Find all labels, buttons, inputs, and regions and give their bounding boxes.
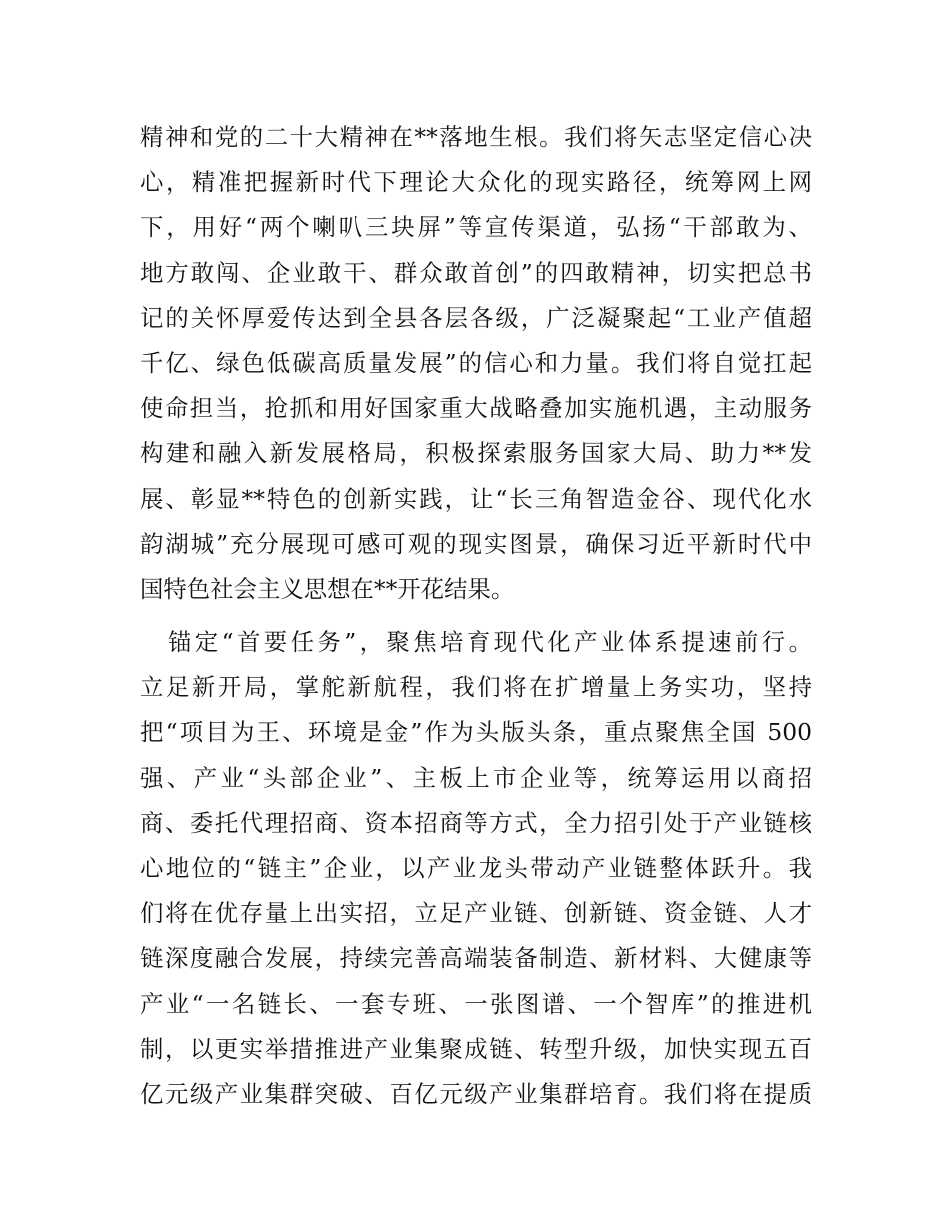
text-line: 心地位的“链主”企业，以产业龙头带动产业链整体跃升。我 [140, 854, 812, 882]
text-line: 制，以更实举措推进产业集聚成链、转型升级，加快实现五百 [140, 1034, 812, 1063]
text-line: 把“项目为王、环境是金”作为头版头条，重点聚焦全国 500 [140, 718, 812, 747]
text-line: 地方敢闯、企业敢干、群众敢首创”的四敢精神，切实把总书 [140, 258, 812, 287]
text-line: 产业“一名链长、一套专班、一张图谱、一个智库”的推进机 [140, 989, 812, 1018]
text-line: 亿元级产业集群突破、百亿元级产业集群培育。我们将在提质 [140, 1079, 812, 1108]
text-line: 记的关怀厚爱传达到全县各层各级，广泛凝聚起“工业产值超 [140, 303, 812, 332]
paragraph-spacer [140, 612, 812, 620]
text-line: 强、产业“头部企业”、主板上市企业等，统筹运用以商招 [140, 763, 812, 792]
paragraph-1 [140, 115, 812, 612]
text-line: 国特色社会主义思想在**开花结果。 [140, 574, 515, 603]
text-line: 立足新开局，掌舵新航程，我们将在扩增量上务实功，坚持 [140, 673, 812, 702]
text-line: 韵湖城”充分展现可感可观的现实图景，确保习近平新时代中 [140, 529, 812, 558]
text-line: 构建和融入新发展格局，积极探索服务国家大局、助力**发 [140, 439, 812, 468]
text-line: 锚定“首要任务”，聚焦培育现代化产业体系提速前行。 [168, 628, 812, 657]
text-line: 千亿、绿色低碳高质量发展”的信心和力量。我们将自觉扛起 [140, 348, 812, 377]
text-line: 商、委托代理招商、资本招商等方式，全力招引处于产业链核 [140, 808, 812, 837]
text-line: 展、彰显**特色的创新实践，让“长三角智造金谷、现代化水 [140, 484, 812, 513]
text-line: 们将在优存量上出实招，立足产业链、创新链、资金链、人才 [140, 899, 812, 928]
paragraph-2 [140, 620, 812, 1117]
document-body [140, 115, 812, 1117]
text-line: 下，用好“两个喇叭三块屏”等宣传渠道，弘扬“干部敢为、 [140, 213, 812, 242]
text-line: 使命担当，抢抓和用好国家重大战略叠加实施机遇，主动服务 [140, 394, 812, 423]
text-line: 链深度融合发展，持续完善高端装备制造、新材料、大健康等 [140, 944, 812, 973]
text-line: 心，精准把握新时代下理论大众化的现实路径，统筹网上网 [140, 168, 812, 197]
text-line: 精神和党的二十大精神在**落地生根。我们将矢志坚定信心决 [140, 123, 812, 151]
